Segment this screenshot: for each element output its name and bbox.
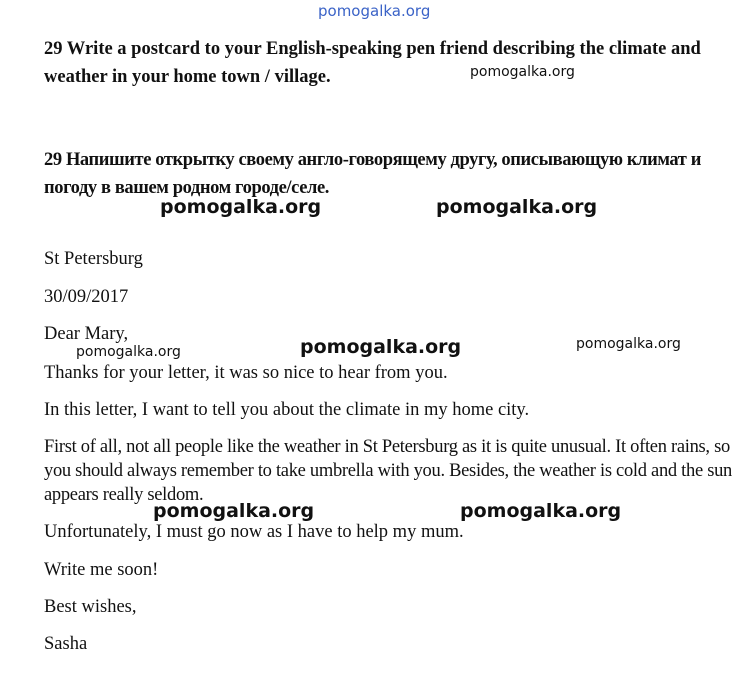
watermark-greeting-left: pomogalka.org	[76, 344, 181, 360]
watermark-top: pomogalka.org	[318, 2, 431, 20]
watermark-right: pomogalka.org	[436, 196, 598, 218]
task-english-number: 29	[44, 39, 63, 59]
letter-city: St Petersburg	[44, 249, 143, 269]
letter-greeting: Dear Mary,	[44, 324, 129, 344]
letter-paragraph-4: Unfortunately, I must go now as I have to help my mum.	[44, 522, 464, 542]
letter-paragraph-1: Thanks for your letter, it was so nice to hear from you.	[44, 363, 448, 383]
letter-paragraph-2: In this letter, I want to tell you about the climate in my home city.	[44, 400, 530, 420]
watermark-body-left: pomogalka.org	[153, 500, 315, 522]
letter-date: 30/09/2017	[44, 287, 129, 307]
task-russian	[44, 146, 734, 202]
task-russian-text: Напишите открытку своему англо-говорящему другу, описывающую климат и погоду в вашем родном городе/селе.	[44, 150, 701, 198]
letter-signature: Sasha	[44, 634, 88, 654]
task-english-text: Write a postcard to your English-speaking pen friend describing the climate and weather in your home town / village.	[44, 39, 701, 87]
watermark-inline: pomogalka.org	[470, 64, 575, 80]
task-english	[44, 35, 734, 91]
letter-paragraph-3: First of all, not all people like the weather in St Petersburg as it is quite unusual. It often rains, so you should always remember to take umbrella with you. Besides, the weather is cold and the sun appears really seldom.	[44, 437, 732, 505]
watermark-body-right: pomogalka.org	[460, 500, 622, 522]
letter-closing: Best wishes,	[44, 597, 137, 617]
watermark-left: pomogalka.org	[160, 196, 322, 218]
watermark-greeting-center: pomogalka.org	[300, 336, 462, 358]
task-russian-number: 29	[44, 150, 62, 170]
letter-paragraph-5: Write me soon!	[44, 560, 159, 580]
watermark-greeting-right: pomogalka.org	[576, 336, 681, 352]
